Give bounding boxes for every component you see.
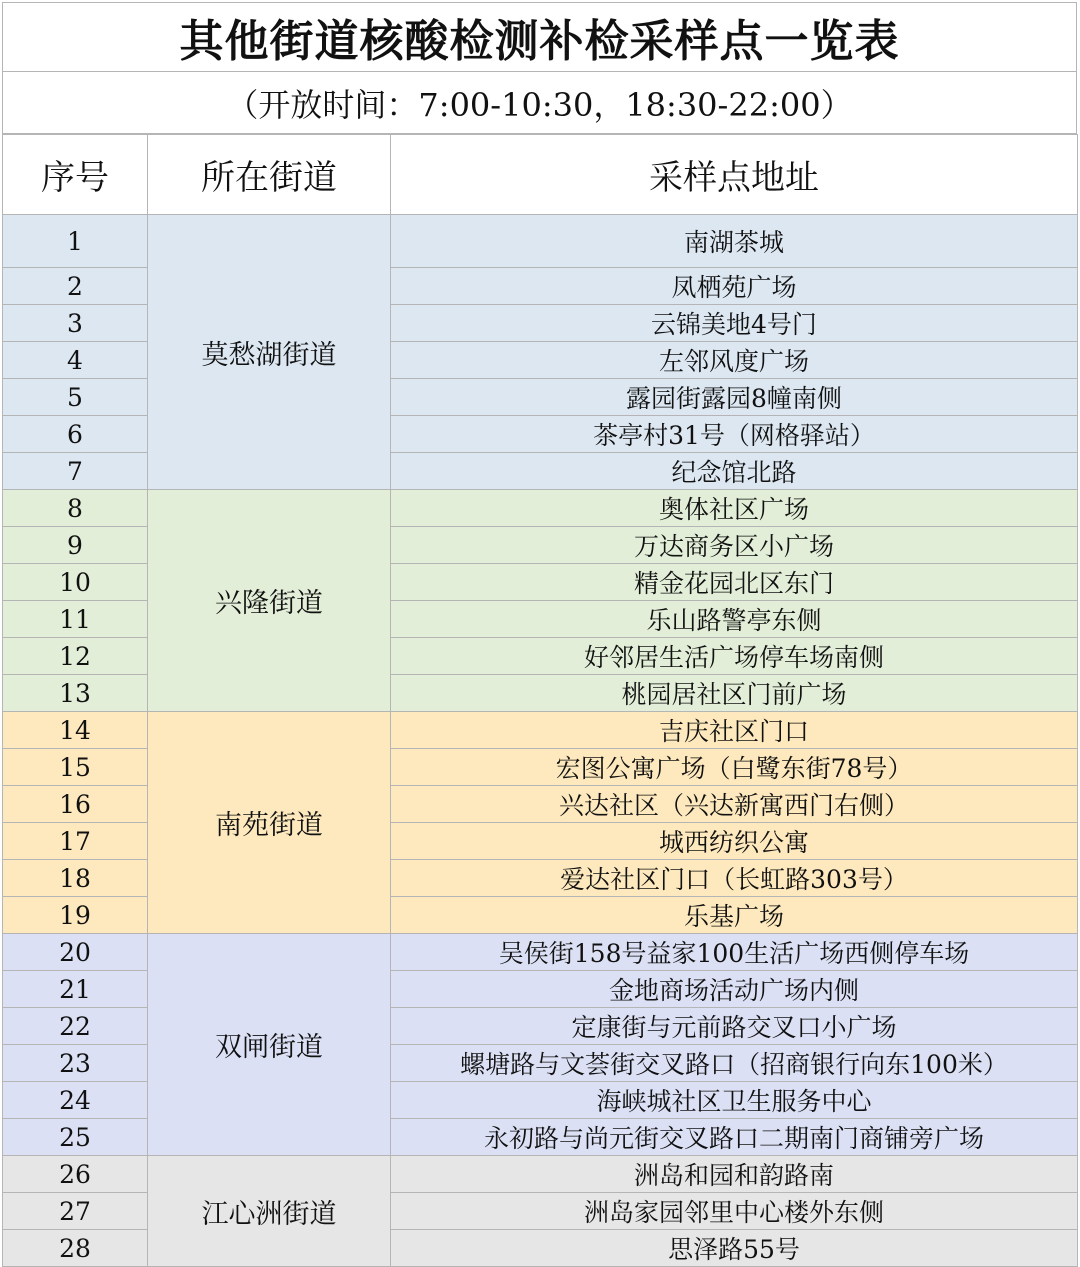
table-row — [3, 934, 1078, 971]
site-address: 吉庆社区门口 — [391, 712, 1078, 749]
row-number: 23 — [3, 1045, 148, 1082]
site-address: 桃园居社区门前广场 — [391, 675, 1078, 712]
site-address: 乐山路警亭东侧 — [391, 601, 1078, 638]
opening-hours: （开放时间：7:00-10:30，18:30-22:00） — [2, 72, 1077, 134]
sampling-sites-sheet — [2, 2, 1077, 1264]
site-address: 宏图公寓广场（白鹭东街78号） — [391, 749, 1078, 786]
table-row — [3, 1156, 1078, 1193]
row-number: 20 — [3, 934, 148, 971]
row-number: 17 — [3, 823, 148, 860]
table-body — [3, 215, 1078, 1267]
row-number: 14 — [3, 712, 148, 749]
street-name: 兴隆街道 — [148, 490, 391, 712]
site-address: 洲岛和园和韵路南 — [391, 1156, 1078, 1193]
site-address: 南湖茶城 — [391, 215, 1078, 268]
site-address: 好邻居生活广场停车场南侧 — [391, 638, 1078, 675]
site-address: 爱达社区门口（长虹路303号） — [391, 860, 1078, 897]
site-address: 吴侯街158号益家100生活广场西侧停车场 — [391, 934, 1078, 971]
street-name: 莫愁湖街道 — [148, 215, 391, 490]
site-address: 纪念馆北路 — [391, 453, 1078, 490]
row-number: 25 — [3, 1119, 148, 1156]
row-number: 6 — [3, 416, 148, 453]
header-index: 序号 — [3, 135, 148, 215]
row-number: 2 — [3, 268, 148, 305]
row-number: 1 — [3, 215, 148, 268]
table-row — [3, 712, 1078, 749]
row-number: 12 — [3, 638, 148, 675]
row-number: 27 — [3, 1193, 148, 1230]
row-number: 21 — [3, 971, 148, 1008]
row-number: 24 — [3, 1082, 148, 1119]
row-number: 16 — [3, 786, 148, 823]
row-number: 13 — [3, 675, 148, 712]
row-number: 5 — [3, 379, 148, 416]
row-number: 18 — [3, 860, 148, 897]
site-address: 城西纺织公寓 — [391, 823, 1078, 860]
row-number: 22 — [3, 1008, 148, 1045]
site-address: 兴达社区（兴达新寓西门右侧） — [391, 786, 1078, 823]
site-address: 定康街与元前路交叉口小广场 — [391, 1008, 1078, 1045]
row-number: 4 — [3, 342, 148, 379]
site-address: 茶亭村31号（网格驿站） — [391, 416, 1078, 453]
site-address: 左邻风度广场 — [391, 342, 1078, 379]
site-address: 螺塘路与文荟街交叉路口（招商银行向东100米） — [391, 1045, 1078, 1082]
site-address: 思泽路55号 — [391, 1230, 1078, 1267]
row-number: 7 — [3, 453, 148, 490]
site-address: 云锦美地4号门 — [391, 305, 1078, 342]
site-address: 海峡城社区卫生服务中心 — [391, 1082, 1078, 1119]
row-number: 15 — [3, 749, 148, 786]
street-name: 双闸街道 — [148, 934, 391, 1156]
site-address: 金地商场活动广场内侧 — [391, 971, 1078, 1008]
site-address: 永初路与尚元街交叉路口二期南门商铺旁广场 — [391, 1119, 1078, 1156]
row-number: 28 — [3, 1230, 148, 1267]
site-address: 洲岛家园邻里中心楼外东侧 — [391, 1193, 1078, 1230]
table-row — [3, 490, 1078, 527]
street-name: 江心洲街道 — [148, 1156, 391, 1267]
site-address: 奥体社区广场 — [391, 490, 1078, 527]
row-number: 26 — [3, 1156, 148, 1193]
row-number: 8 — [3, 490, 148, 527]
site-address: 乐基广场 — [391, 897, 1078, 934]
row-number: 3 — [3, 305, 148, 342]
site-address: 凤栖苑广场 — [391, 268, 1078, 305]
row-number: 11 — [3, 601, 148, 638]
header-street: 所在街道 — [148, 135, 391, 215]
table-row — [3, 215, 1078, 268]
site-address: 精金花园北区东门 — [391, 564, 1078, 601]
site-address: 万达商务区小广场 — [391, 527, 1078, 564]
row-number: 10 — [3, 564, 148, 601]
page-title: 其他街道核酸检测补检采样点一览表 — [2, 2, 1077, 72]
street-name: 南苑街道 — [148, 712, 391, 934]
header-address: 采样点地址 — [391, 135, 1078, 215]
header-row — [3, 135, 1078, 215]
row-number: 9 — [3, 527, 148, 564]
sites-table — [2, 134, 1078, 1267]
row-number: 19 — [3, 897, 148, 934]
site-address: 露园街露园8幢南侧 — [391, 379, 1078, 416]
